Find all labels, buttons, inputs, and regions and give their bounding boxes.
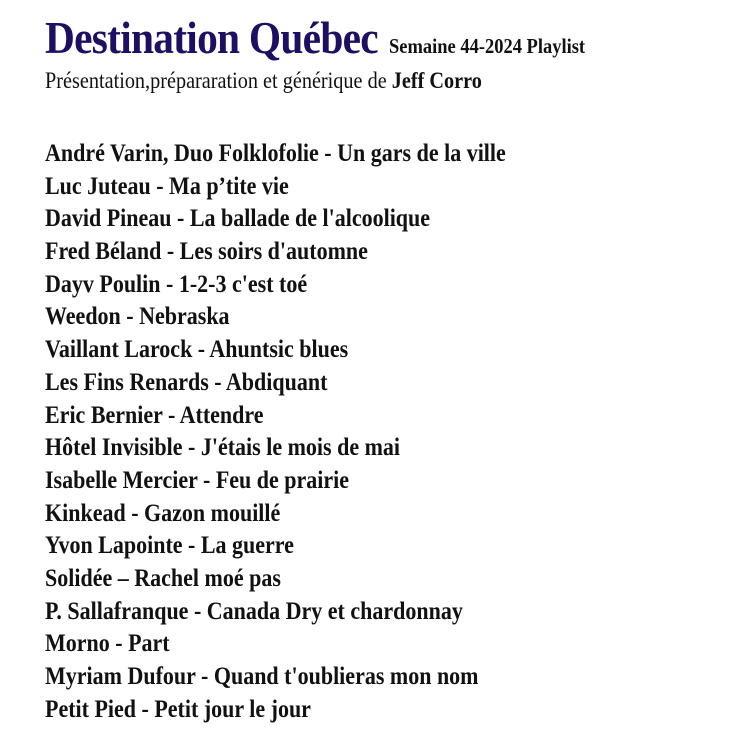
track-item: P. Sallafranque - Canada Dry et chardonnay xyxy=(45,597,463,625)
title-line xyxy=(45,12,745,64)
track-item: Solidée – Rachel moé pas xyxy=(45,564,281,592)
host-name: Jeff Corro xyxy=(391,68,482,93)
track-item: André Varin, Duo Folklofolie - Un gars de la ville xyxy=(45,140,506,167)
track-item: Isabelle Mercier - Feu de prairie xyxy=(45,466,350,494)
credits-line xyxy=(45,68,661,94)
track-item: Les Fins Renards - Abdiquant xyxy=(45,368,328,396)
track-item: Fred Béland - Les soirs d'automne xyxy=(45,238,368,266)
track-item: Dayv Poulin - 1-2-3 c'est toé xyxy=(45,270,308,298)
playlist-header xyxy=(45,12,745,94)
credits-prefix: Présentation,prépararation et générique de xyxy=(45,68,387,93)
track-item: Kinkead - Gazon mouillé xyxy=(45,499,281,527)
track-item: Myriam Dufour - Quand t'oublieras mon nom xyxy=(45,663,479,690)
show-title: Destination Québec xyxy=(45,13,378,63)
track-item: Morno - Part xyxy=(45,630,170,658)
track-item: Luc Juteau - Ma p’tite vie xyxy=(45,172,289,200)
track-item: Hôtel Invisible - J'étais le mois de mai xyxy=(45,434,401,462)
track-item: Weedon - Nebraska xyxy=(45,303,230,331)
track-item: Vaillant Larock - Ahuntsic blues xyxy=(45,336,349,364)
week-subtitle: Semaine 44-2024 Playlist xyxy=(388,34,585,58)
track-item: Yvon Lapointe - La guerre xyxy=(45,532,294,560)
track-item: Petit Pied - Petit jour le jour xyxy=(45,695,311,723)
track-item: Eric Bernier - Attendre xyxy=(45,401,264,429)
track-item: David Pineau - La ballade de l'alcoolique xyxy=(45,205,431,233)
playlist xyxy=(45,138,745,726)
